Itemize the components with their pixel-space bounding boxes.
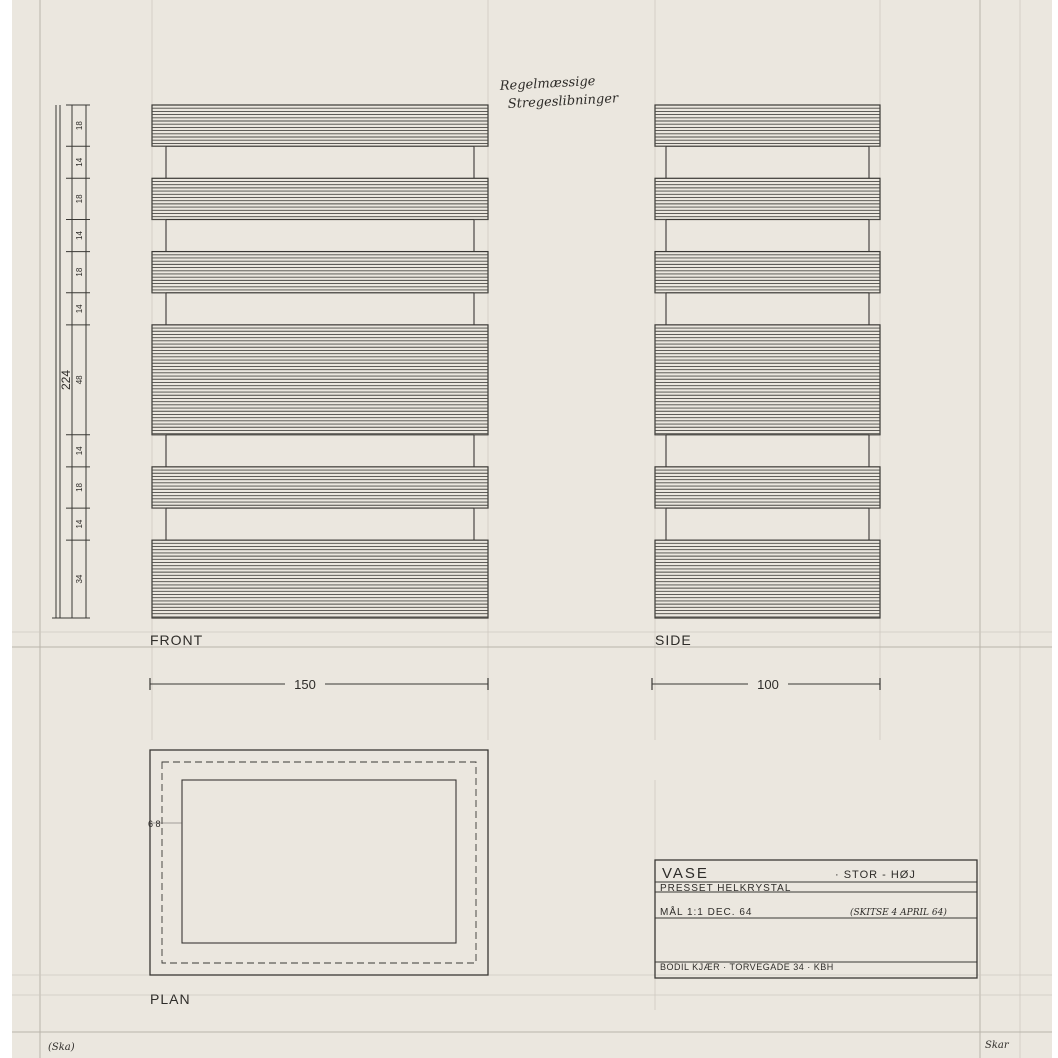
title-left: VASE (662, 865, 709, 882)
margin-note-left: (Ska) (48, 1042, 75, 1053)
dimension-value: 14 (75, 304, 85, 314)
side-label: SIDE (655, 632, 692, 648)
dimension-value: 18 (75, 194, 85, 204)
side-ring-band (655, 105, 880, 146)
dimension-value: 48 (75, 375, 85, 385)
side-elevation (655, 105, 880, 618)
dimension-value: 14 (75, 446, 85, 456)
margin-note-right: Skar (985, 1040, 1009, 1051)
dimension-value: 14 (75, 519, 85, 529)
dimension-value: 14 (75, 231, 85, 240)
material-line: PRESSET HELKRYSTAL (660, 883, 792, 894)
dimension-value: 18 (75, 121, 85, 131)
front-ring-band (152, 467, 488, 508)
scale-date-line: MÅL 1:1 DEC. 64 (660, 907, 753, 918)
dimension-value: 18 (75, 483, 85, 492)
side-ring-band (655, 467, 880, 508)
side-ring-band (655, 252, 880, 293)
front-label: FRONT (150, 632, 204, 648)
front-ring-band (152, 252, 488, 293)
front-ring-band (152, 178, 488, 219)
front-ring-band (152, 105, 488, 146)
front-ring-band (152, 540, 488, 618)
front-ring-band (152, 325, 488, 435)
plan-label: PLAN (150, 991, 191, 1007)
side-ring-band (655, 325, 880, 435)
front-elevation (152, 105, 488, 618)
title-right: · STOR - HØJ (835, 869, 916, 881)
paper-background (12, 0, 1052, 1058)
dimension-value: 18 (75, 267, 85, 277)
note-line-2: Stregeslibninger (507, 91, 619, 112)
note-line-1: Regelmæssige (499, 74, 596, 94)
front-width-value: 150 (294, 677, 316, 692)
plan-dimension-value: 6 8 (148, 819, 161, 829)
dimension-value: 14 (75, 157, 85, 167)
designer-line: BODIL KJÆR · TORVEGADE 34 · KBH (660, 962, 834, 972)
side-ring-band (655, 540, 880, 618)
dimension-value: 34 (75, 574, 85, 584)
side-ring-band (655, 178, 880, 219)
revision-note: (SKITSE 4 APRIL 64) (850, 908, 947, 918)
side-width-value: 100 (757, 677, 779, 692)
overall-height-value: 224 (59, 369, 73, 391)
